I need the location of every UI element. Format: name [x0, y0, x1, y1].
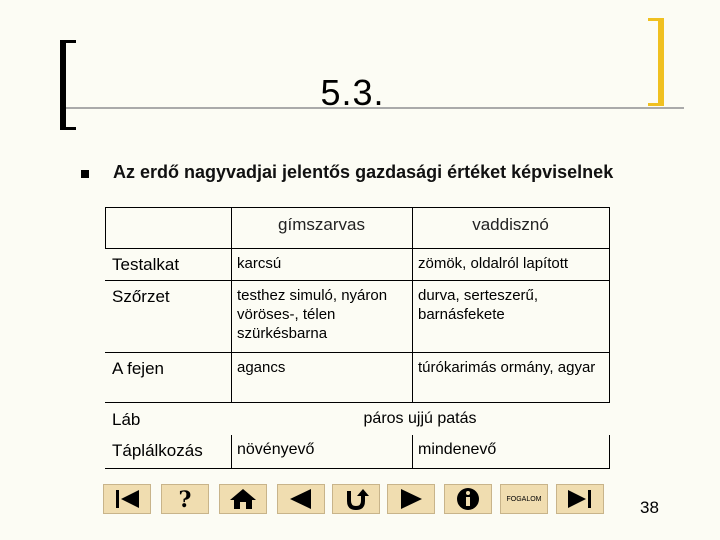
cell-taplalkozas-vaddiszno: mindenevő — [418, 441, 497, 458]
comparison-table — [105, 207, 610, 469]
header-vaddiszno: vaddisznó — [472, 215, 549, 234]
row-label-fejen: A fejen — [112, 359, 164, 378]
slide-subtitle: Az erdő nagyvadjai jelentős gazdasági értéket képviselnek — [113, 162, 614, 182]
previous-icon — [287, 488, 315, 510]
bullet-icon — [81, 170, 89, 178]
glossary-button[interactable] — [500, 484, 548, 514]
help-icon — [175, 487, 195, 511]
info-icon — [455, 486, 481, 512]
last-page-icon — [566, 488, 594, 510]
row-label-taplalkozas: Táplálkozás — [112, 441, 203, 460]
first-page-icon — [113, 488, 141, 510]
last-page-button[interactable] — [556, 484, 604, 514]
first-page-button[interactable] — [103, 484, 151, 514]
cell-testalkat-gimszarvas: karcsú — [237, 255, 282, 272]
row-label-lab: Láb — [112, 410, 141, 429]
row-label-szorzet: Szőrzet — [112, 287, 170, 306]
slide-title: 5.3. — [320, 72, 385, 113]
cell-szorzet-vaddiszno: durva, serteszerű, barnásfekete — [418, 287, 539, 323]
row-label-testalkat: Testalkat — [112, 255, 180, 274]
cell-fejen-gimszarvas: agancs — [237, 359, 286, 376]
return-icon — [341, 487, 371, 511]
svg-text:?: ? — [178, 487, 192, 511]
help-button[interactable] — [161, 484, 209, 514]
previous-button[interactable] — [277, 484, 325, 514]
cell-lab-merged: páros ujjú patás — [363, 410, 477, 427]
info-button[interactable] — [444, 484, 492, 514]
cell-taplalkozas-gimszarvas: növényevő — [237, 441, 315, 458]
next-icon — [397, 488, 425, 510]
glossary-label: FOGALOM — [506, 495, 542, 503]
cell-szorzet-gimszarvas: testhez simuló, nyáron vöröses-, télen szürkésbarna — [237, 287, 388, 342]
cell-fejen-vaddiszno: túrókarimás ormány, agyar — [418, 359, 596, 376]
page-number: 38 — [640, 498, 659, 517]
header-gimszarvas: gímszarvas — [278, 215, 365, 234]
next-button[interactable] — [387, 484, 435, 514]
return-button[interactable] — [332, 484, 380, 514]
home-button[interactable] — [219, 484, 267, 514]
home-icon — [228, 487, 258, 511]
cell-testalkat-vaddiszno: zömök, oldalról lapított — [418, 255, 569, 272]
